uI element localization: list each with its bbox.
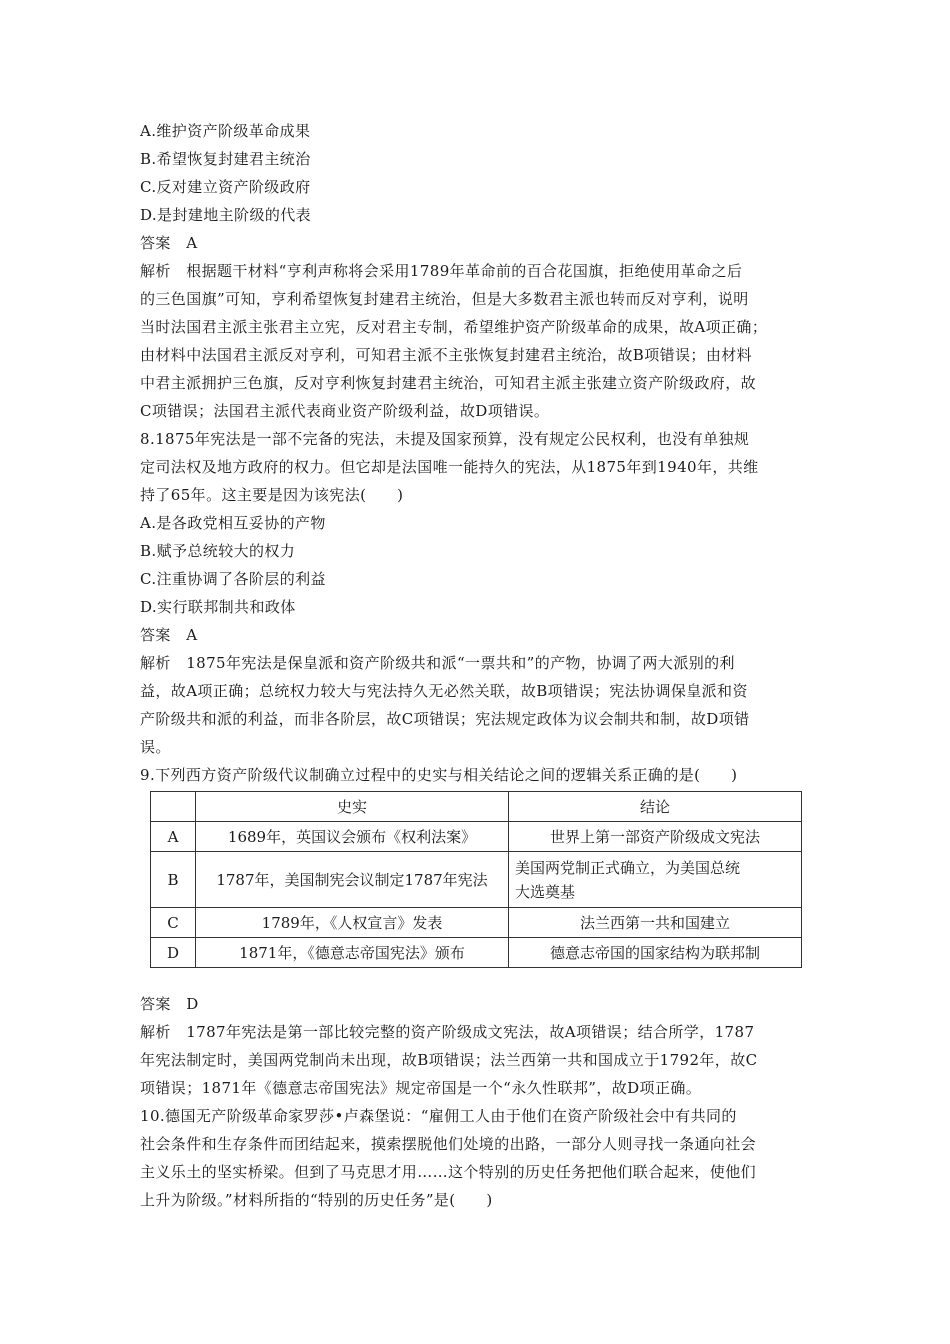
table-header-cell: 史实 <box>196 792 509 822</box>
q7-option-d: D.是封建地主阶级的代表 <box>140 206 312 224</box>
q10-stem-line: 社会条件和生存条件而团结起来，摸索摆脱他们处境的出路，一部分人则寻找一条通向社会 <box>140 1135 757 1153</box>
table-row <box>151 852 802 908</box>
q8-stem-line: 8.1875年宪法是一部不完备的宪法，未提及国家预算，没有规定公民权利，也没有单独规 <box>140 430 750 448</box>
table-cell-fact: 1787年，美国制宪会议制定1787年宪法 <box>196 852 509 908</box>
table-header-row <box>151 792 802 822</box>
table-cell-conclusion: 世界上第一部资产阶级成文宪法 <box>509 822 802 852</box>
q9-answer: 答案 D <box>140 995 199 1013</box>
table-cell-fact: 1789年，《人权宣言》发表 <box>196 908 509 938</box>
q7-answer: 答案 A <box>140 234 198 252</box>
q8-option-b: B.赋予总统较大的权力 <box>140 542 296 560</box>
table-cell-fact: 1689年，英国议会颁布《权利法案》 <box>196 822 509 852</box>
q7-analysis-line: 中君主派拥护三色旗，反对亨利恢复封建君主统治，可知君主派主张建立资产阶级政府，故 <box>140 374 757 392</box>
q7-option-c: C.反对建立资产阶级政府 <box>140 178 311 196</box>
q8-option-a: A.是各政党相互妥协的产物 <box>140 514 326 532</box>
q7-option-b: B.希望恢复封建君主统治 <box>140 150 311 168</box>
q7-option-a: A.维护资产阶级革命成果 <box>140 122 311 140</box>
q10-stem-line: 主义乐土的坚实桥梁。但到了马克思才用……这个特别的历史任务把他们联合起来，使他们 <box>140 1163 757 1181</box>
table-row <box>151 822 802 852</box>
q7-analysis-line: C项错误；法国君主派代表商业资产阶级利益，故D项错误。 <box>140 402 550 420</box>
q10-stem-line: 10.德国无产阶级革命家罗莎•卢森堡说：“雇佣工人由于他们在资产阶级社会中有共同的 <box>140 1107 737 1125</box>
table-cell-conclusion: 法兰西第一共和国建立 <box>509 908 802 938</box>
q9-analysis-line: 年宪法制定时，美国两党制尚未出现，故B项错误；法兰西第一共和国成立于1792年，故C <box>140 1051 758 1069</box>
table-cell-conclusion: 德意志帝国的国家结构为联邦制 <box>509 938 802 968</box>
q7-analysis-line: 解析 根据题干材料“亨利声称将会采用1789年革命前的百合花国旗，拒绝使用革命之后 <box>140 262 743 280</box>
q7-analysis-line: 由材料中法国君主派反对亨利，可知君主派不主张恢复封建君主统治，故B项错误；由材料 <box>140 346 753 364</box>
table-cell-conclusion: 美国两党制正式确立，为美国总统 大选奠基 <box>509 852 802 908</box>
q8-option-d: D.实行联邦制共和政体 <box>140 598 296 616</box>
q8-analysis-line: 益，故A项正确；总统权力较大与宪法持久无必然关联，故B项错误；宪法协调保皇派和资 <box>140 682 748 700</box>
q10-stem-line: 上升为阶级。”材料所指的“特别的历史任务”是( ) <box>140 1191 493 1209</box>
q7-analysis-line: 的三色国旗”可知，亨利希望恢复封建君主统治，但是大多数君主派也转而反对亨利，说明 <box>140 290 749 308</box>
q8-stem-line: 定司法权及地方政府的权力。但它却是法国唯一能持久的宪法，从1875年到1940年，共维 <box>140 458 759 476</box>
table-cell-fact: 1871年，《德意志帝国宪法》颁布 <box>196 938 509 968</box>
q8-analysis-line: 产阶级共和派的利益，而非各阶层，故C项错误；宪法规定政体为议会制共和制，故D项错 <box>140 710 750 728</box>
q9-analysis-line: 解析 1787年宪法是第一部比较完整的资产阶级成文宪法，故A项错误；结合所学，1787 <box>140 1023 755 1041</box>
table-cell-option: D <box>151 938 196 968</box>
q9-stem: 9.下列西方资产阶级代议制确立过程中的史实与相关结论之间的逻辑关系正确的是( ) <box>140 766 738 784</box>
q8-answer: 答案 A <box>140 626 198 644</box>
q9-table <box>150 791 802 968</box>
table-row <box>151 908 802 938</box>
q8-analysis-line: 误。 <box>140 738 171 756</box>
table-header-cell: 结论 <box>509 792 802 822</box>
q7-analysis-line: 当时法国君主派主张君主立宪，反对君主专制，希望维护资产阶级革命的成果，故A项正确； <box>140 318 768 336</box>
table-header-cell <box>151 792 196 822</box>
q9-analysis-line: 项错误；1871年《德意志帝国宪法》规定帝国是一个“永久性联邦”，故D项正确。 <box>140 1079 702 1097</box>
q8-option-c: C.注重协调了各阶层的利益 <box>140 570 326 588</box>
table-cell-option: B <box>151 852 196 908</box>
table-cell-option: A <box>151 822 196 852</box>
table-row <box>151 938 802 968</box>
q8-analysis-line: 解析 1875年宪法是保皇派和资产阶级共和派“一票共和”的产物，协调了两大派别的利 <box>140 654 735 672</box>
table-cell-option: C <box>151 908 196 938</box>
q8-stem-line: 持了65年。这主要是因为该宪法( ) <box>140 486 404 504</box>
